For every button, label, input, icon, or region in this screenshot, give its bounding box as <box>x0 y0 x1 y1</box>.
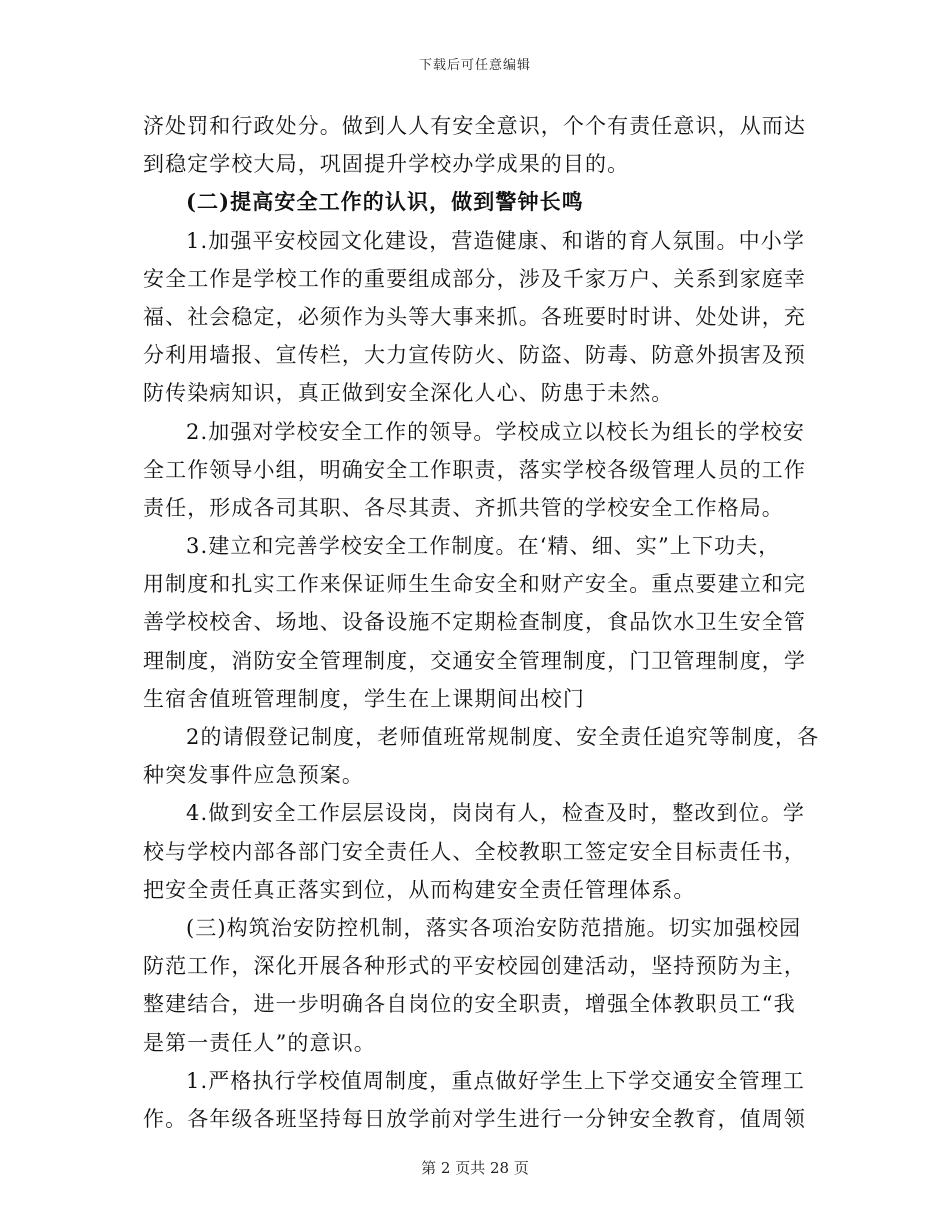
body-text-line: 1.严格执行学校值周制度，重点做好学生上下学交通安全管理工 <box>186 1068 805 1093</box>
body-text-line: 种突发事件应急预案。 <box>143 763 364 788</box>
body-text-line: 责任，形成各司其职、各尽其责、齐抓共管的学校安全工作格局。 <box>143 495 784 520</box>
body-text-line: 是第一责任人”的意识。 <box>143 1030 376 1055</box>
body-text-line: (三)构筑治安防控机制，落实各项治安防范措施。切实加强校园 <box>186 915 802 940</box>
body-text-line: 生宿舍值班管理制度，学生在上课期间出校门 <box>143 686 585 711</box>
body-text-line: 整建结合，进一步明确各自岗位的安全职责，增强全体教职员工“我 <box>143 992 796 1017</box>
page-number-footer: 第 2 页共 28 页 <box>421 1159 529 1177</box>
body-text-line: 福、社会稳定，必须作为头等大事来抓。各班要时时讲、处处讲，充 <box>143 304 806 329</box>
body-text-line: 4.做到安全工作层层设岗，岗岗有人，检查及时，整改到位。学 <box>186 801 805 826</box>
body-text-line: 防范工作，深化开展各种形式的平安校园创建活动，坚持预防为主， <box>143 954 806 979</box>
body-text-line: 安全工作是学校工作的重要组成部分，涉及千家万户、关系到家庭幸 <box>143 266 806 291</box>
body-text-line: 理制度，消防安全管理制度，交通安全管理制度，门卫管理制度，学 <box>143 648 806 673</box>
page-header-note: 下载后可任意编辑 <box>418 58 531 73</box>
body-text-line: 2的请假登记制度，老师值班常规制度、安全责任追究等制度，各 <box>186 725 820 749</box>
document-body <box>143 107 820 1138</box>
body-text-line: 1.加强平安校园文化建设，营造健康、和谐的育人氛围。中小学 <box>186 228 805 253</box>
body-text-line: 分利用墙报、宣传栏，大力宣传防火、防盗、防毒、防意外损害及预 <box>143 343 806 368</box>
body-text-line: 校与学校内部各部门安全责任人、全校教职工签定安全目标责任书， <box>143 839 806 864</box>
body-text-line: 全工作领导小组，明确安全工作职责，落实学校各级管理人员的工作 <box>143 457 806 482</box>
body-text-line: 用制度和扎实工作来保证师生生命安全和财产安全。重点要建立和完 <box>143 572 806 597</box>
body-text-line: 3.建立和完善学校安全工作制度。在‘精、细、实”上下功夫， <box>186 534 781 559</box>
body-text-line: 防传染病知识，真正做到安全深化人心、防患于未然。 <box>143 381 674 406</box>
body-text-line: 把安全责任真正落实到位，从而构建安全责任管理体系。 <box>143 877 696 902</box>
body-text-line: 作。各年级各班坚持每日放学前对学生进行一分钟安全教育，值周领 <box>143 1106 806 1131</box>
section-heading: (二)提高安全工作的认识，做到警钟长鸣 <box>186 189 584 215</box>
body-text-line: 2.加强对学校安全工作的领导。学校成立以校长为组长的学校安 <box>186 419 805 444</box>
body-text-line: 善学校校舍、场地、设备设施不定期检查制度，食品饮水卫生安全管 <box>143 610 806 635</box>
body-text-line: 到稳定学校大局，巩固提升学校办学成果的目的。 <box>143 152 630 177</box>
body-text-line: 济处罚和行政处分。做到人人有安全意识，个个有责任意识，从而达 <box>143 114 806 138</box>
